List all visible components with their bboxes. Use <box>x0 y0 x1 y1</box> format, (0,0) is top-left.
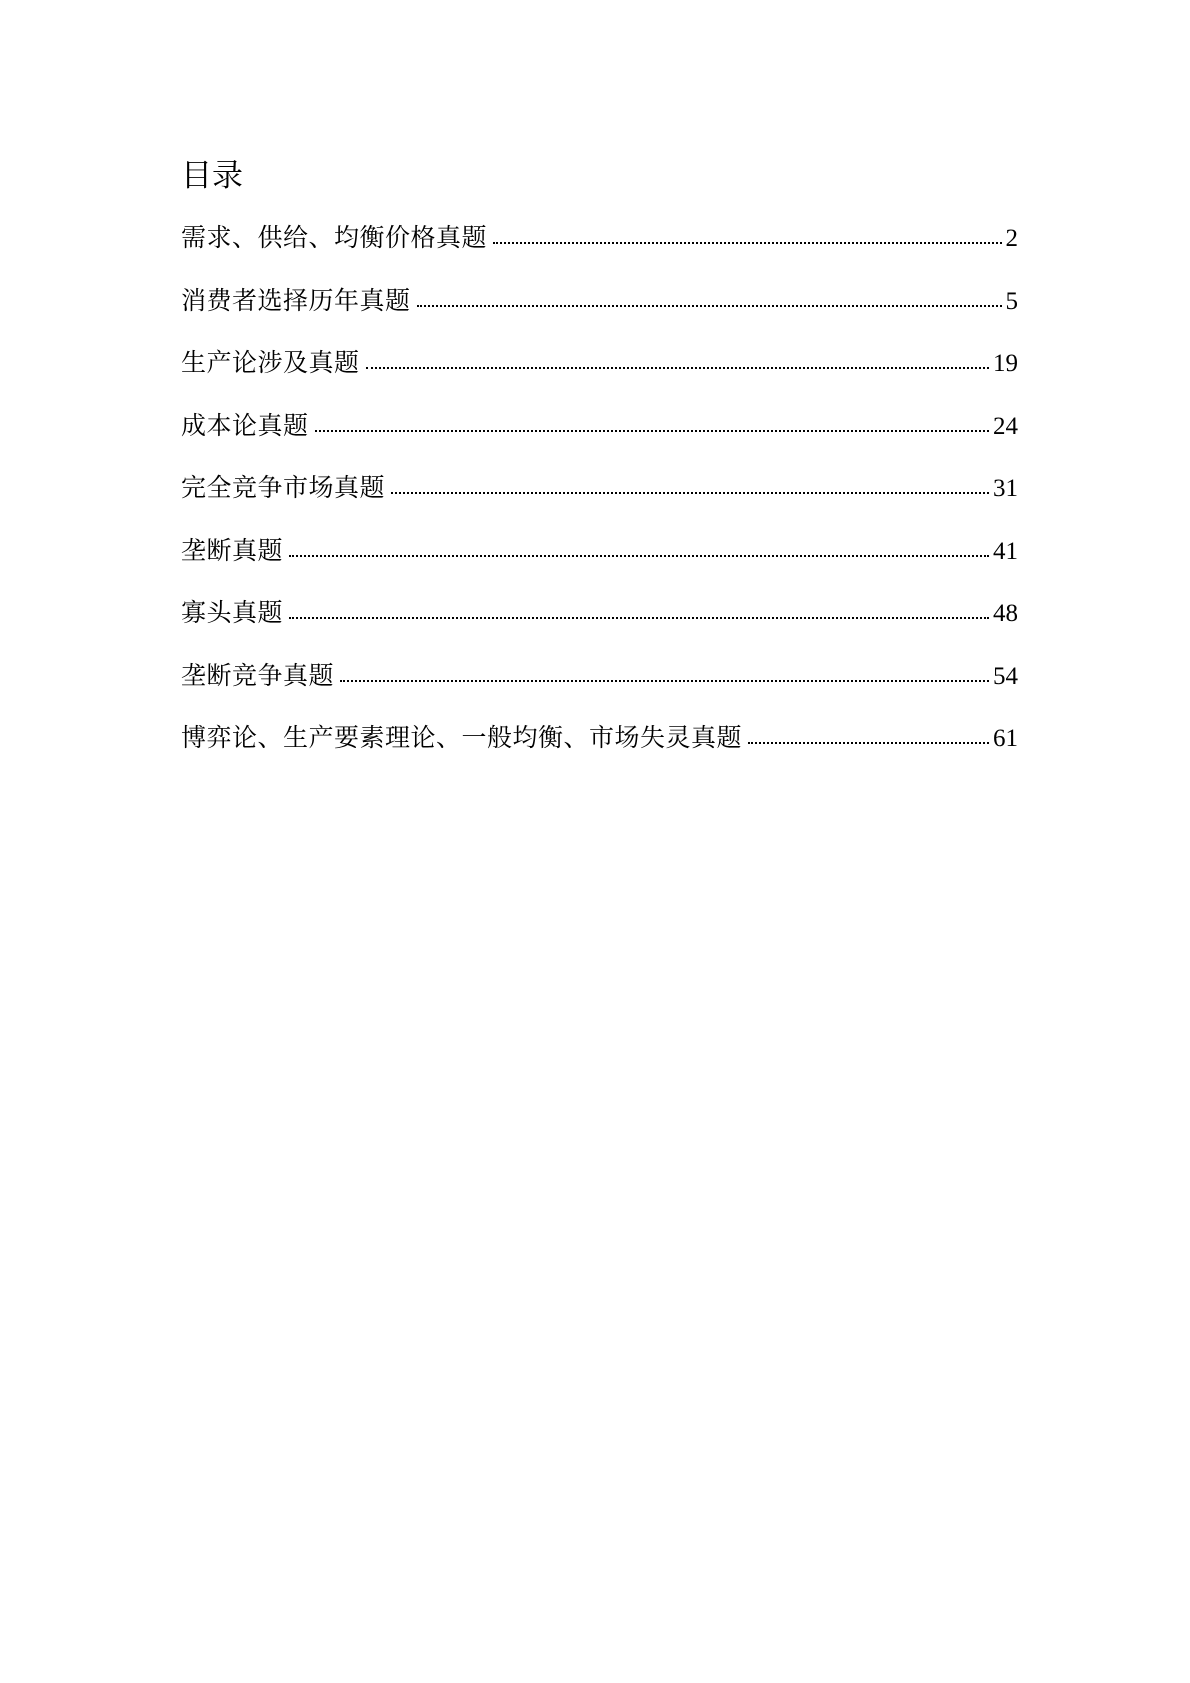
toc-entry[interactable] <box>181 337 1018 400</box>
toc-dot-leader <box>366 367 989 369</box>
toc-entry[interactable] <box>181 462 1018 525</box>
toc-list <box>181 212 1018 775</box>
toc-title: 目录 <box>181 158 243 194</box>
toc-entry[interactable] <box>181 650 1018 713</box>
toc-entry-page-number: 2 <box>1005 225 1018 252</box>
table-of-contents <box>181 150 1018 775</box>
toc-entry-label: 垄断真题 <box>181 535 284 565</box>
toc-entry[interactable] <box>181 587 1018 650</box>
toc-dot-leader <box>417 305 1002 307</box>
toc-entry-label: 生产论涉及真题 <box>181 348 360 377</box>
toc-entry-page-number: 41 <box>993 537 1018 565</box>
toc-entry-page-number: 31 <box>993 475 1018 502</box>
toc-dot-leader <box>391 492 989 494</box>
toc-entry-label: 消费者选择历年真题 <box>181 285 411 315</box>
toc-dot-leader <box>315 430 989 432</box>
toc-entry-label: 成本论真题 <box>181 410 309 440</box>
toc-entry-label: 博弈论、生产要素理论、一般均衡、市场失灵真题 <box>181 723 743 752</box>
toc-dot-leader <box>493 242 1001 244</box>
toc-dot-leader <box>289 555 989 557</box>
toc-entry-page-number: 54 <box>993 662 1018 690</box>
toc-entry-page-number: 5 <box>1005 287 1018 315</box>
toc-entry[interactable] <box>181 275 1018 338</box>
toc-dot-leader <box>748 742 989 744</box>
toc-entry[interactable] <box>181 712 1018 775</box>
toc-entry-label: 需求、供给、均衡价格真题 <box>181 223 488 252</box>
toc-entry[interactable] <box>181 212 1018 275</box>
toc-dot-leader <box>289 617 989 619</box>
toc-entry[interactable] <box>181 525 1018 588</box>
toc-entry[interactable] <box>181 400 1018 463</box>
toc-entry-label: 垄断竞争真题 <box>181 660 335 690</box>
toc-entry-page-number: 19 <box>993 350 1018 377</box>
toc-dot-leader <box>340 680 989 682</box>
toc-entry-label: 寡头真题 <box>181 598 284 627</box>
toc-entry-page-number: 24 <box>993 412 1018 440</box>
toc-entry-label: 完全竞争市场真题 <box>181 473 386 502</box>
toc-entry-page-number: 61 <box>993 725 1018 752</box>
toc-entry-page-number: 48 <box>993 600 1018 627</box>
